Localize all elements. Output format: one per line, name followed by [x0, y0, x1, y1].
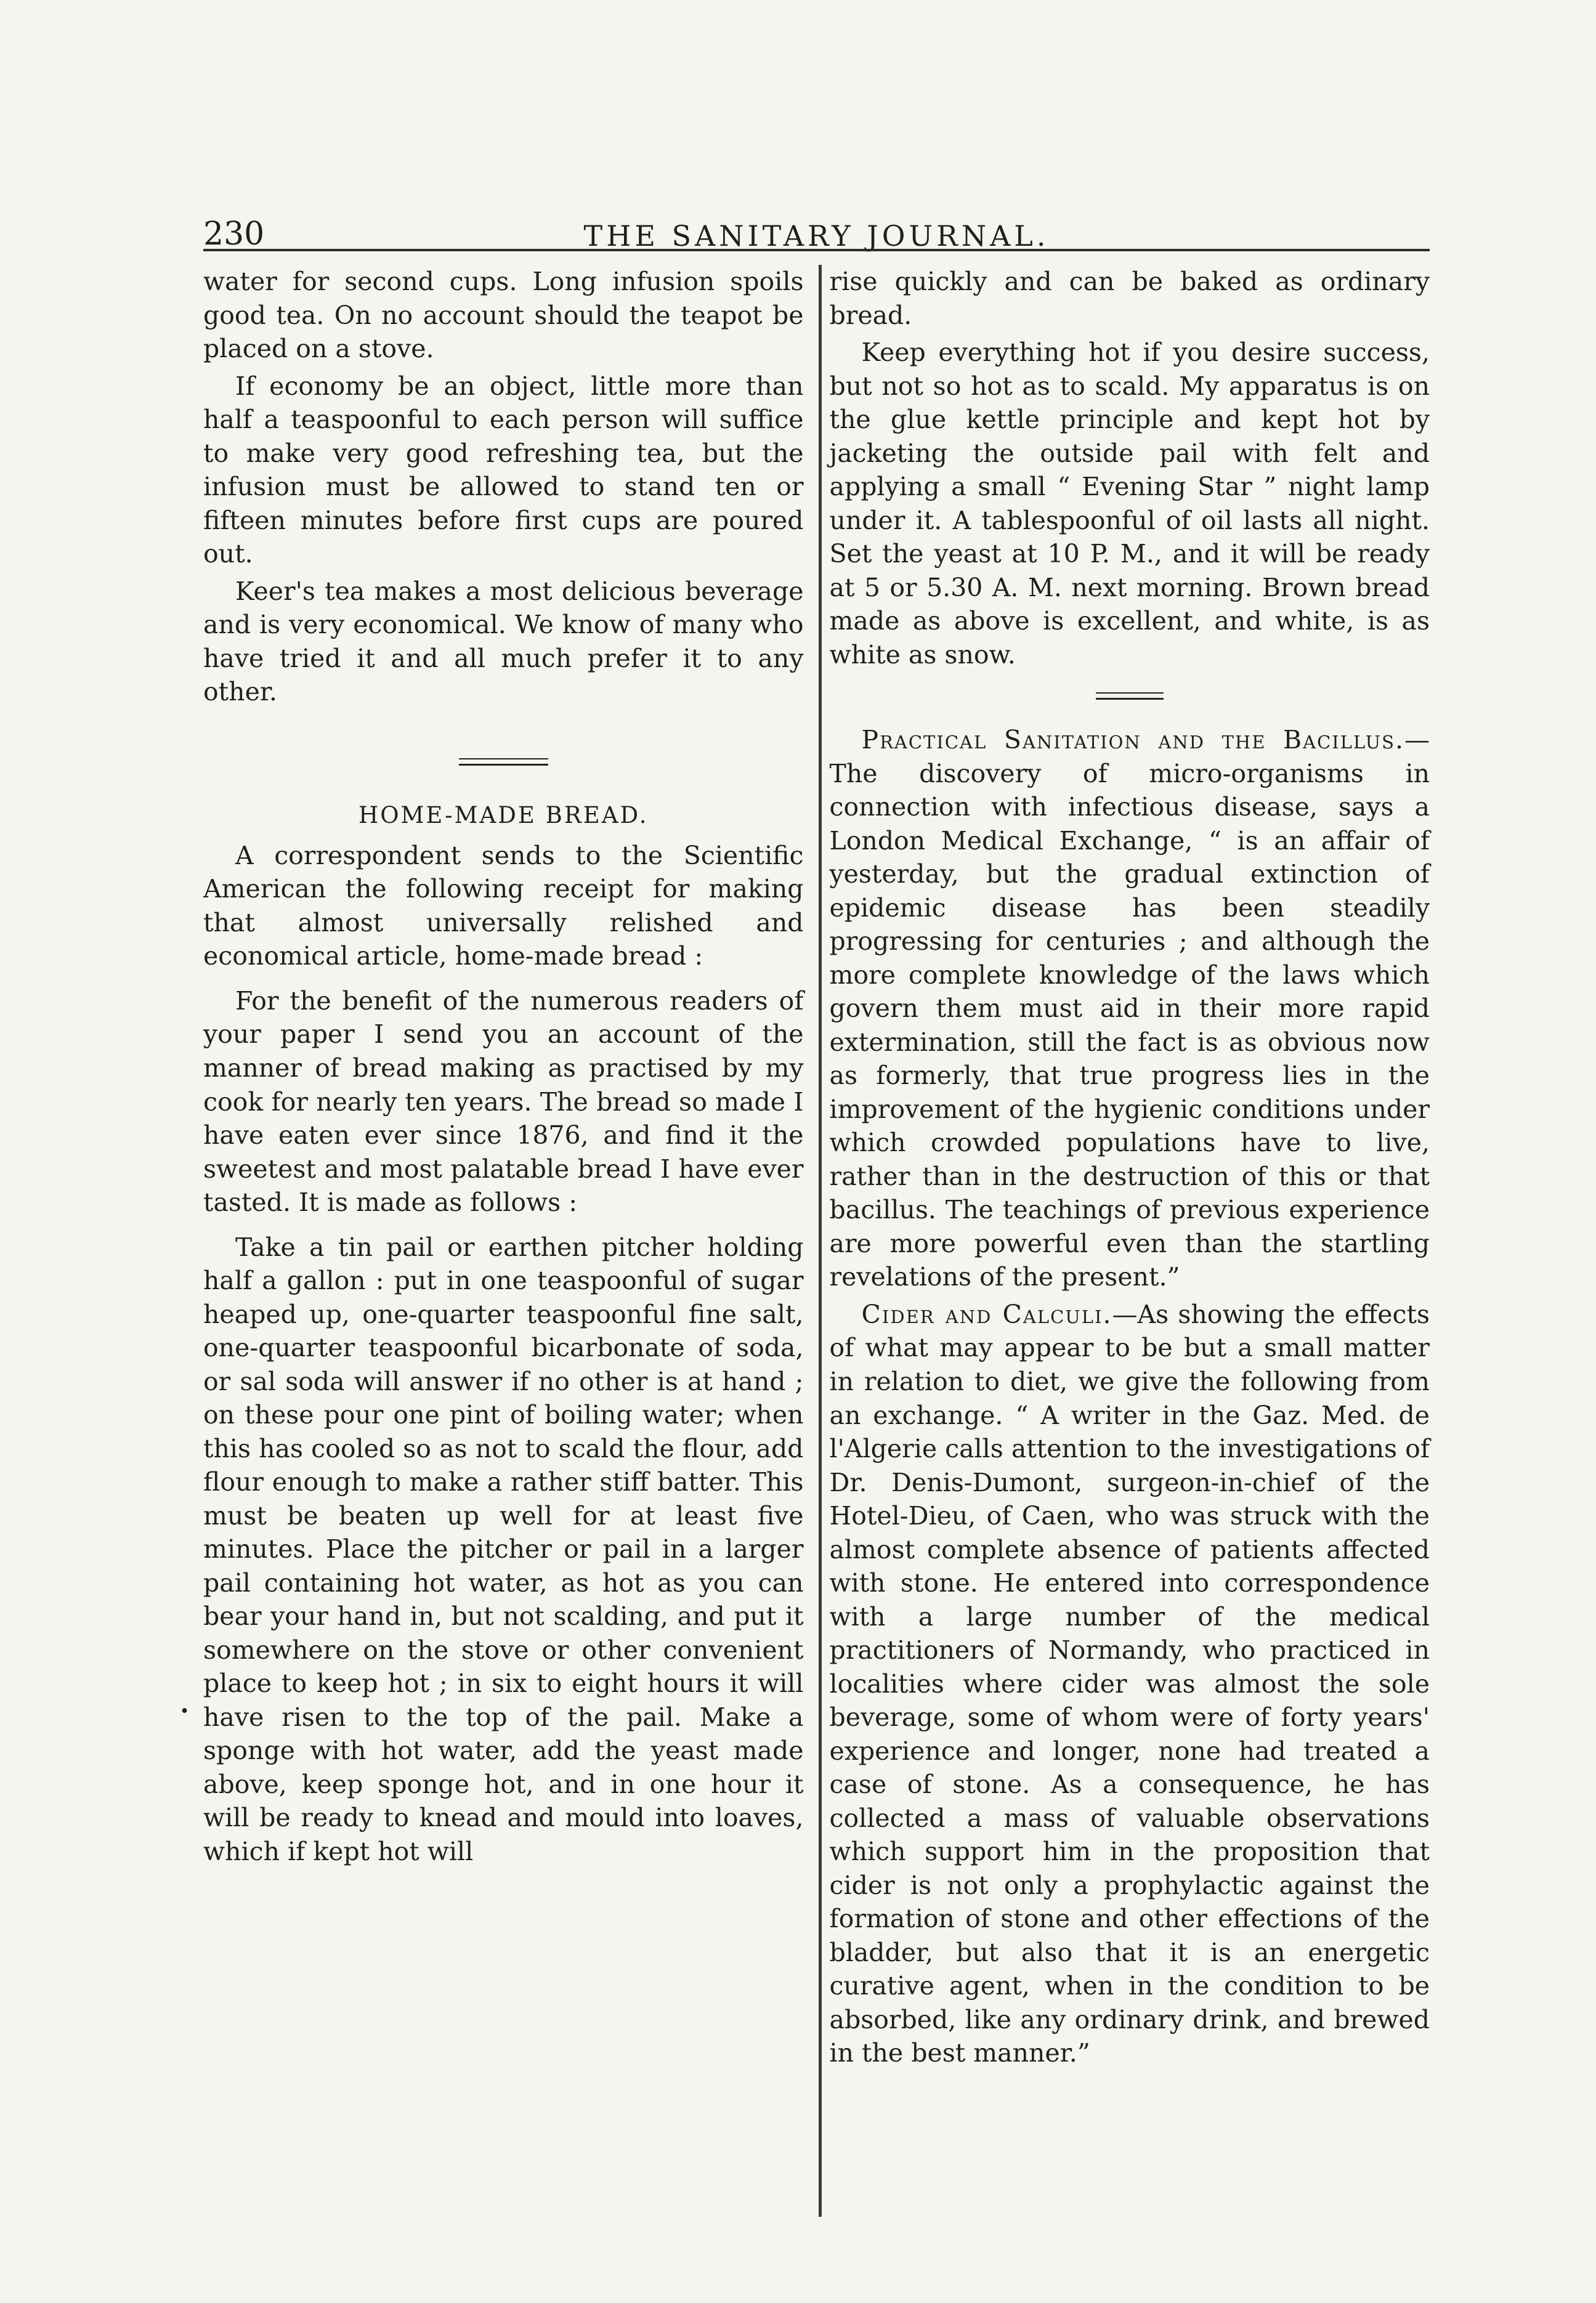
paragraph: For the benefit of the numerous readers of your paper I send you an account of the manner of bread making as practised by my cook for nearly ten years. The bread so made I have eaten ever since 1876, and find it the sweetest and most palatable bread I have ever tasted. It is made as follows :	[203, 986, 804, 1218]
paragraph: A correspondent sends to the Scientific American the following receipt for making that almost universally relished and economical article, home-made bread :	[203, 840, 804, 971]
journal-page: 230 THE SANITARY JOURNAL. water for second cups. Long infusion spoils good tea. On no account should the teapot be placed on a stove. If economy be an object, little more than half a teaspoonful to each person will suffice to make very good refreshing tea, but the infusion must be allowed to stand ten or fifteen minutes before first cups are poured out. Keer's tea makes a most delicious beverage and is very economical. We know of many who have tried it and all much prefer it to any other. HOME-MADE BREAD. A correspondent sends to the Scientific American the following receipt for making that almost universally relished and economical article, home-made bread : For the benefit of the numerous readers of your paper I send you an account of the manner of bread making as practised by my cook for nearly ten years. The bread so made I have eaten ever since 1876, and find it the sweetest and most palatable bread I have ever tasted. It is made as follows : Take a tin pail or earthen pitcher holding half a gallon : put in one teaspoonful of sugar heaped up, one-quarter teaspoonful fine salt, one-quarter teaspoonful bicarbonate of soda, or sal soda will answer if no other is at hand ; on these pour one pint of boiling water; when this has cooled so as not to scald the flour, add flour enough to make a rather stiff batter. This must be beaten up well for at least five minutes. Place the pitcher or pail in a larger pail containing hot water, as hot as you can bear your hand in, but not scalding, and put it somewhere on the stove or other convenient place to keep hot ; in six to eight hours it will have risen to the top of the pail. Make a sponge with hot water, add the yeast made above, keep sponge hot, and in one hour it will be ready to knead and mould into loaves, which if kept hot will rise quickly and can be baked as ordinary bread. Keep everything hot if you desire success, but not so hot as to scald. My apparatus is on the glue kettle principle and kept hot by jacketing the outside pail with felt and applying a small “ Evening Star ” night lamp under it. A tablespoonful of oil lasts all night. Set the yeast at 10 P. M., and it will be ready at 5 or 5.30 A. M. next morning. Brown bread made as above is excellent, and white, is as white as snow. Practical Sanitation and the Bacillus.—The discovery of micro-organisms in connection with infectious disease, says a London Medical Exchange, “ is an affair of yesterday, but the gradual extinction of epidemic disease has been steadily progressing for centuries ; and although the more complete knowledge of the laws which govern them must aid in their more rapid extermination, still the fact is as obvious now as formerly, that true progress lies in the improvement of the hygienic conditions under which crowded populations have to live, rather than in the destruction of this or that bacillus. The teachings of previous experience are more powerful even than the startling revelations of the present.” Cider and Calculi.—As showing the effects of what may appear to be but a small matter in relation to diet, we give the following from an exchange. “ A writer in the Gaz. Med. de l'Algerie calls attention to the investigations of Dr. Denis-Dumont, surgeon-in-chief of the Hotel-Dieu, of Caen, who was struck with the almost complete absence of patients affected with stone. He entered into correspondence with a large number of the medical practitioners of Normandy, who practiced in localities where cider was almost the sole beverage, some of whom were of forty years' experience and longer, none had treated a case of stone. As a consequence, he has collected a mass of valuable observations which support him in the proposition that cider is not only a prophylactic against the formation of stone and other effections of the bladder, but also that it is an energetic curative agent, when in the condition to be absorbed, like any ordinary drink, and brewed in the best manner.” .	[0, 0, 1596, 2303]
header-rule	[203, 249, 1430, 251]
paragraph: Keep everything hot if you desire success, but not so hot as to scald. My apparatus is on the glue kettle principle and kept hot by jacketing the outside pail with felt and applying a small “ Evening Star ” night lamp under it. A tablespoonful of oil lasts all night. Set the yeast at 10 P. M., and it will be ready at 5 or 5.30 A. M. next morning. Brown bread made as above is excellent, and white, is as white as snow.	[829, 338, 1430, 670]
paragraph: If economy be an object, little more than half a teaspoonful to each person will suffice to make very good refreshing tea, but the infusion must be allowed to stand ten or fifteen minutes before first cups are poured out.	[203, 371, 804, 569]
section-divider	[1096, 692, 1164, 700]
paragraph	[830, 1298, 1430, 2070]
section-lead: Practical Sanitation and the Bacillus.	[861, 725, 1404, 755]
paragraph: water for second cups. Long infusion spoils good tea. On no account should the teapot be placed on a stove.	[203, 267, 804, 364]
paragraph: rise quickly and can be baked as ordinary bread.	[829, 267, 1430, 330]
page-number: 230	[203, 216, 265, 253]
page-header	[203, 185, 1430, 253]
paragraph	[830, 723, 1430, 1294]
text-columns	[203, 265, 1430, 2211]
right-column	[830, 265, 1430, 2211]
journal-title: THE SANITARY JOURNAL.	[583, 219, 1050, 253]
left-column	[203, 265, 804, 2211]
paragraph: Take a tin pail or earthen pitcher holding half a gallon : put in one teaspoonful of sugar heaped up, one-quarter teaspoonful fine salt, one-quarter teaspoonful bicarbonate of soda, or sal soda will answer if no other is at hand ; on these pour one pint of boiling water; when this has cooled so as not to scald the flour, add flour enough to make a rather stiff batter. This must be beaten up well for at least five minutes. Place the pitcher or pail in a larger pail containing hot water, as hot as you can bear your hand in, but not scalding, and put it somewhere on the stove or other convenient place to keep hot ; in six to eight hours it will have risen to the top of the pail. Make a sponge with hot water, add the yeast made above, keep sponge hot, and in one hour it will be ready to knead and mould into loaves, which if kept hot will	[203, 1232, 804, 1866]
paragraph-body: —As showing the effects of what may appear to be but a small matter in relation to diet, we give the following from an exchange. “ A writer in the Gaz. Med. de l'Algerie calls attention to the investigations of Dr. Denis-Dumont, surgeon-in-chief of the Hotel-Dieu, of Caen, who was struck with the almost complete absence of patients affected with stone. He entered into correspondence with a large number of the medical practitioners of Normandy, who practiced in localities where cider was almost the sole beverage, some of whom were of forty years' experience and longer, none had treated a case of stone. As a consequence, he has collected a mass of valuable observations which support him in the proposition that cider is not only a prophylactic against the formation of stone and other effections of the bladder, but also that it is an energetic curative agent, when in the condition to be absorbed, like any ordinary drink, and brewed in the best manner.”	[829, 1299, 1430, 2068]
paragraph: Keer's tea makes a most delicious beverage and is very economical. We know of many who have tried it and all much prefer it to any other.	[203, 576, 804, 707]
section-lead: Cider and Calculi.	[861, 1299, 1112, 1329]
paragraph-body: —The discovery of micro-organisms in connection with infectious disease, says a London Medical Exchange, “ is an affair of yesterday, but the gradual extinction of epidemic disease has been steadily progressing for centuries ; and although the more complete knowledge of the laws which govern them must aid in their more rapid extermination, still the fact is as obvious now as formerly, that true progress lies in the improvement of the hygienic conditions under which crowded populations have to live, rather than in the destruction of this or that bacillus. The teachings of previous experience are more powerful even than the startling revelations of the present.”	[829, 725, 1430, 1292]
section-divider	[459, 758, 548, 766]
article-title: HOME-MADE BREAD.	[358, 801, 649, 828]
